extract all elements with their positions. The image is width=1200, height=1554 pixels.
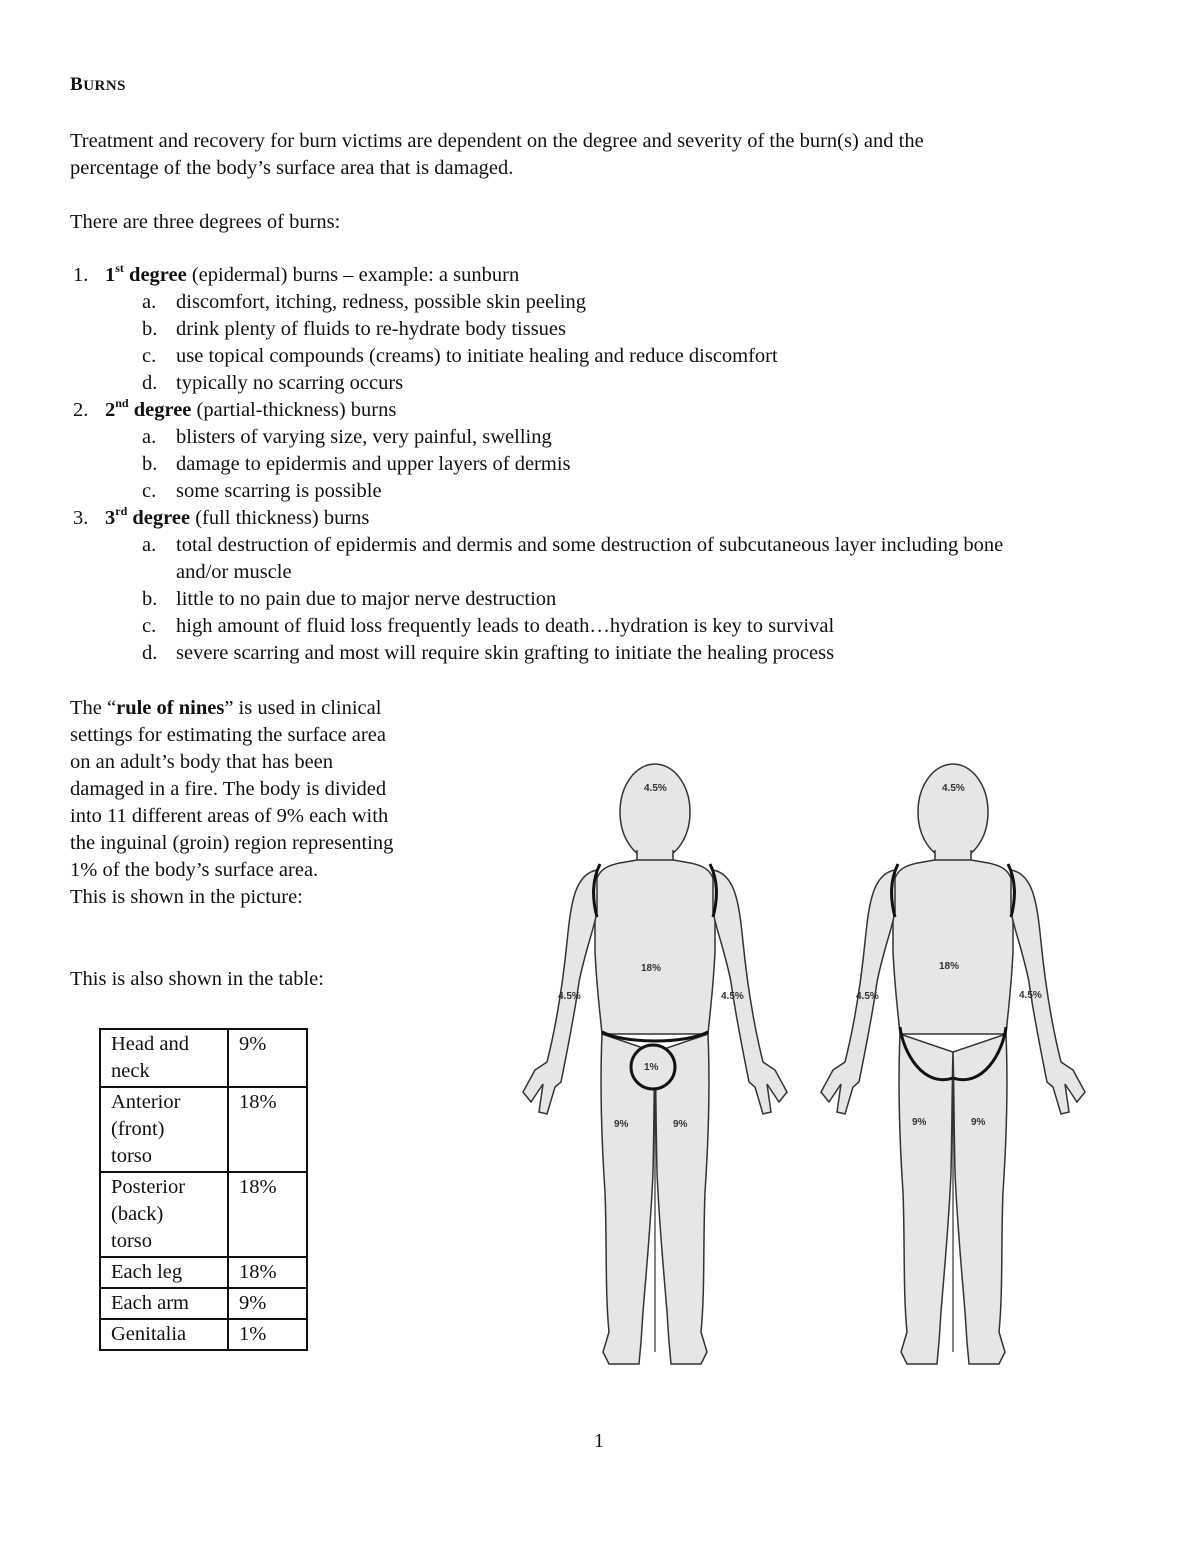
degree-item-2 xyxy=(70,397,1170,424)
back-body-figure xyxy=(821,764,1085,1364)
sub-item: b. drink plenty of fluids to re-hydrate body tissues xyxy=(142,318,567,340)
sub-item: c. some scarring is possible xyxy=(142,480,382,502)
region-cell: Each arm xyxy=(100,1288,228,1319)
intro-line-2: percentage of the body’s surface area that is damaged. xyxy=(70,157,514,179)
front-arm-right-percent: 4.5% xyxy=(558,991,581,1002)
rule-line: This is shown in the picture: xyxy=(70,886,303,908)
rule-line: 1% of the body’s surface area. xyxy=(70,859,319,881)
degree-number: 1. xyxy=(73,264,89,286)
rule-line: settings for estimating the surface area xyxy=(70,724,386,746)
degree-heading: 2nd degree (partial-thickness) burns xyxy=(105,396,397,421)
intro-line-1: Treatment and recovery for burn victims are dependent on the degree and severity of the burn(s) and the xyxy=(70,130,924,152)
page-title: BURNS xyxy=(70,74,127,95)
degree-heading: 1st degree (epidermal) burns – example: a sunburn xyxy=(105,261,520,286)
percent-cell: 18% xyxy=(228,1257,307,1288)
back-leg-left-percent: 9% xyxy=(971,1117,986,1128)
percent-cell: 18% xyxy=(228,1087,307,1172)
page-number: 1 xyxy=(594,1430,604,1452)
front-leg-right-percent: 9% xyxy=(614,1119,629,1130)
degree-number: 2. xyxy=(73,399,89,421)
degree-number: 3. xyxy=(73,507,89,529)
percent-cell: 18% xyxy=(228,1172,307,1257)
table-intro: This is also shown in the table: xyxy=(70,968,324,990)
sub-item: c. use topical compounds (creams) to initiate healing and reduce discomfort xyxy=(142,345,778,367)
front-head-percent: 4.5% xyxy=(644,783,667,794)
table-row xyxy=(100,1172,307,1257)
table-row xyxy=(100,1087,307,1172)
degrees-list xyxy=(70,262,1170,667)
rule-line: into 11 different areas of 9% each with xyxy=(70,805,389,827)
region-cell: Head and neck xyxy=(100,1029,228,1087)
intro-paragraph xyxy=(70,128,924,182)
rule-line: on an adult’s body that has been xyxy=(70,751,334,773)
region-cell: Anterior (front) torso xyxy=(100,1087,228,1172)
back-head-percent: 4.5% xyxy=(942,783,965,794)
sub-item: b. damage to epidermis and upper layers of dermis xyxy=(142,453,571,475)
region-cell: Posterior (back) torso xyxy=(100,1172,228,1257)
back-arm-left-percent: 4.5% xyxy=(1019,990,1042,1001)
front-leg-left-percent: 9% xyxy=(673,1119,688,1130)
sub-item: c. high amount of fluid loss frequently leads to death…hydration is key to survival xyxy=(142,615,835,637)
sub-item: d. typically no scarring occurs xyxy=(142,372,404,394)
front-arm-left-percent: 4.5% xyxy=(721,991,744,1002)
front-body-figure xyxy=(523,764,787,1364)
back-torso-percent: 18% xyxy=(939,961,960,972)
rule-of-nines-table xyxy=(99,1028,308,1351)
degree-item-1 xyxy=(70,262,1170,289)
rule-of-nines-body-diagram xyxy=(505,752,1105,1377)
back-leg-right-percent: 9% xyxy=(912,1117,927,1128)
rule-line: damaged in a fire. The body is divided xyxy=(70,778,387,800)
degree-heading: 3rd degree (full thickness) burns xyxy=(105,504,370,529)
region-cell: Each leg xyxy=(100,1257,228,1288)
rule-line: the inguinal (groin) region representing xyxy=(70,832,394,854)
sub-item-continuation: and/or muscle xyxy=(176,561,292,583)
rule-of-nines-paragraph xyxy=(70,695,450,911)
sub-item: a. discomfort, itching, redness, possible skin peeling xyxy=(142,291,586,313)
table-row xyxy=(100,1257,307,1288)
sub-item: d. severe scarring and most will require skin grafting to initiate the healing process xyxy=(142,642,835,664)
table-row xyxy=(100,1029,307,1087)
sub-item: a. blisters of varying size, very painful, swelling xyxy=(142,426,552,448)
front-groin-percent: 1% xyxy=(644,1062,659,1073)
percent-cell: 9% xyxy=(228,1029,307,1087)
table-row xyxy=(100,1319,307,1350)
degrees-intro: There are three degrees of burns: xyxy=(70,211,341,233)
region-cell: Genitalia xyxy=(100,1319,228,1350)
back-arm-right-percent: 4.5% xyxy=(856,991,879,1002)
table-row xyxy=(100,1288,307,1319)
front-torso-percent: 18% xyxy=(641,963,662,974)
sub-item: b. little to no pain due to major nerve destruction xyxy=(142,588,557,610)
percent-cell: 1% xyxy=(228,1319,307,1350)
sub-item: a. total destruction of epidermis and dermis and some destruction of subcutaneous layer including bone xyxy=(142,534,1004,556)
degree-item-3 xyxy=(70,505,1170,532)
rule-line: The “rule of nines” is used in clinical xyxy=(70,697,382,719)
percent-cell: 9% xyxy=(228,1288,307,1319)
